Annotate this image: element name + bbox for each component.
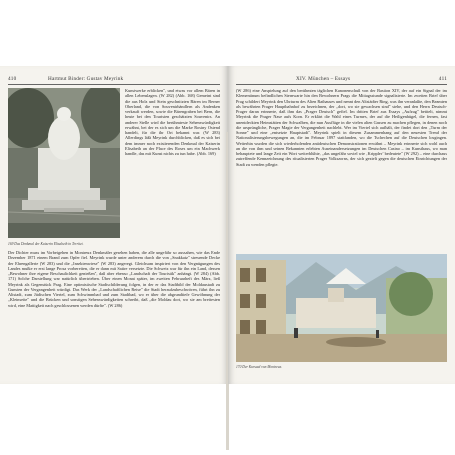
kursaal-montreux-photo xyxy=(236,254,447,362)
left-page xyxy=(0,66,228,384)
right-running-title: XIV. München – Essays xyxy=(296,76,351,82)
right-figure-caption: 170 Der Kursaal von Montreux. xyxy=(236,365,283,369)
elisabeth-monument-photo xyxy=(8,88,120,238)
right-text-block xyxy=(236,88,447,250)
monument-illustration xyxy=(8,88,120,238)
left-header-rule xyxy=(8,84,220,85)
book-spread xyxy=(0,66,455,384)
left-figure-caption: 169 Das Denkmal der Kaiserin Elisabeth in Territet. xyxy=(8,242,84,246)
left-paragraph-main: Der Dichter muss im Vorbeigehen in Montreux Denkmäler gesehen haben, die alle ungefähr so aussahen, wie das Ende Dezember 1871 einem Brand zum Opfer fiel. Meyrink wurde unter anderem durch die von „Snakkatz" streuende Decke der Ehrengallerie (W 283) und die „Insektenwiese" (W 283) angeregt. Gleichsam inspiriert von den Vergnügungen des Landes mußte er erst lange Prosa vorbereiten, die er dann mit Satire versetzte. Die Schweiz war für ihn ein Land, dessen „Bewohner ihre eigene Beschaulichkeit genießen", daß aber ebenso „Landschaft der Touristik" anhängt. (W 284) (Abb. 171) Solche Darstellung war natürlich übertrieben. Über einen Monat später, im zweiten Februarheft des März, ließ Meyrink als Gegenstück Prag. Eine optimistische Stadtschilderung folgen, in der er das Stadtbild der Moldaustadt zu Gunsten der Vergangenheit würdigt. Das Werk der „Landschaftlichen Reise" die Stadt heraufzubeschwören, führt ihn zu Altstadt, zum Jüdischen Viertel, zum Schwimmbad und zum Stadtbad, wo er über die abgrundtiefe Gewöhnung der „Kleinseite" und die Brücken und sonstigen Sehenswürdigkeiten schreibt, daß „die Moldau dort, wo sie am breitesten wird, eine Mattigkeit nach geschlossenen werden dürfte". (W 286) xyxy=(8,250,220,308)
left-paragraph-side: Kunstwerke erblicken", und etwas vor allem Bären in allen Lebenslagen. (W 282) (Abb. 168) Gemeint sind die aus Holz und Stein geschnitzten Bären im Berner Oberland, die von Souvenirhändlern als Andenken verkauft werden, sowie die Bärengraben bei Bern, die heute bei den Touristen geschätzten Souvenirs. An anderer Stelle wird die berühmteste Sehenswürdigkeit erwähnt, bei der es sich um die Marke Rosiny Ostend handelt, für die ihr Ort bekannt war. (W 283) Allerdings läßt Meyrink durchblicken, daß es sich bei dem immer noch existierenden Denkmal der Kaiserin Elisabeth an der Place des Roses um ein Machwerk handle, das mit Kunst nichts zu tun habe. (Abb. 169) xyxy=(125,88,220,156)
right-page-number: 411 xyxy=(438,76,447,82)
left-running-title: Hartmut Binder: Gustav Meyrink xyxy=(48,76,124,82)
left-text-block xyxy=(8,250,220,378)
kursaal-illustration xyxy=(236,254,447,362)
left-text-beside-figure xyxy=(125,88,220,248)
right-paragraph-main: (W 286) eine Anspielung auf den berühmten täglichen Kanonenschuß von der Bastion XIV, der auf ein Signal der im Klementinum befindlichen Sternwarte hin den Bewohnern Prags die Mittagsstunde signalisierte. Im zweiten Brief über Prag schildert Meyrink den Uhrturm des Alten Rathauses und nennt den Altstädter Ring, was ihn veranlaßte, den Beamten als bewährten Prager Hauptbahnhof zu bezeichnen, der „dort, wo sie gewachsen sind" stehe, und den Herrn Deutsch-Prager daran erinnerte, daß ihm das „Prager Deutsch" gefiel. Im dritten Brief aus Essays „Aufzug" betitelt, nimmt Meyrink die Prager Nase aufs Korn. Er erklärt die Wahl eines Turmes, der auf die Heiligenhügel, die fernen, fast unentdeckten Heimstätten der Schwalben, die nun Ausflüge in die vielen alten Gassen zu machen pflegen, in denen noch die ursprüngliche, Prager Magie der Vergangenheit nachlebt. Wer im Viertel sich aufhält, der findet dort den „Turm der Sonne" und eine „entsetzte Hauptstadt". Meyrink spielt in diesem Zusammenhang auf den neuesten Trend der Nationalisierungsbewegungen an, die im Februar 1897 stattfanden, wo die Tschechen auf die Deutschen losgingen. Weiterhin wurden die sich wiederholenden antideutschen Demonstrationen erwähnt – Meyrink erinnerte sich wohl auch an die von ihm und seinen Bekannten erlebten Auseinandersetzungen im Deutschen Casino – im Kunsthaus, wo man behauptete und lange Zeit ein Wort weiterblühte, „das ungefähr soviel wie ‚Krippler’ bedeutete" (W 292) – eine durchaus zutreffende Kennzeichnung des ritualisierten Prager Volkszorns, der sich gezielt gegen die deutschen Einrichtungen der Stadt zu wenden pflegte. xyxy=(236,88,447,167)
left-page-number: 410 xyxy=(8,76,17,82)
right-header-rule xyxy=(236,84,447,85)
right-page xyxy=(228,66,455,384)
